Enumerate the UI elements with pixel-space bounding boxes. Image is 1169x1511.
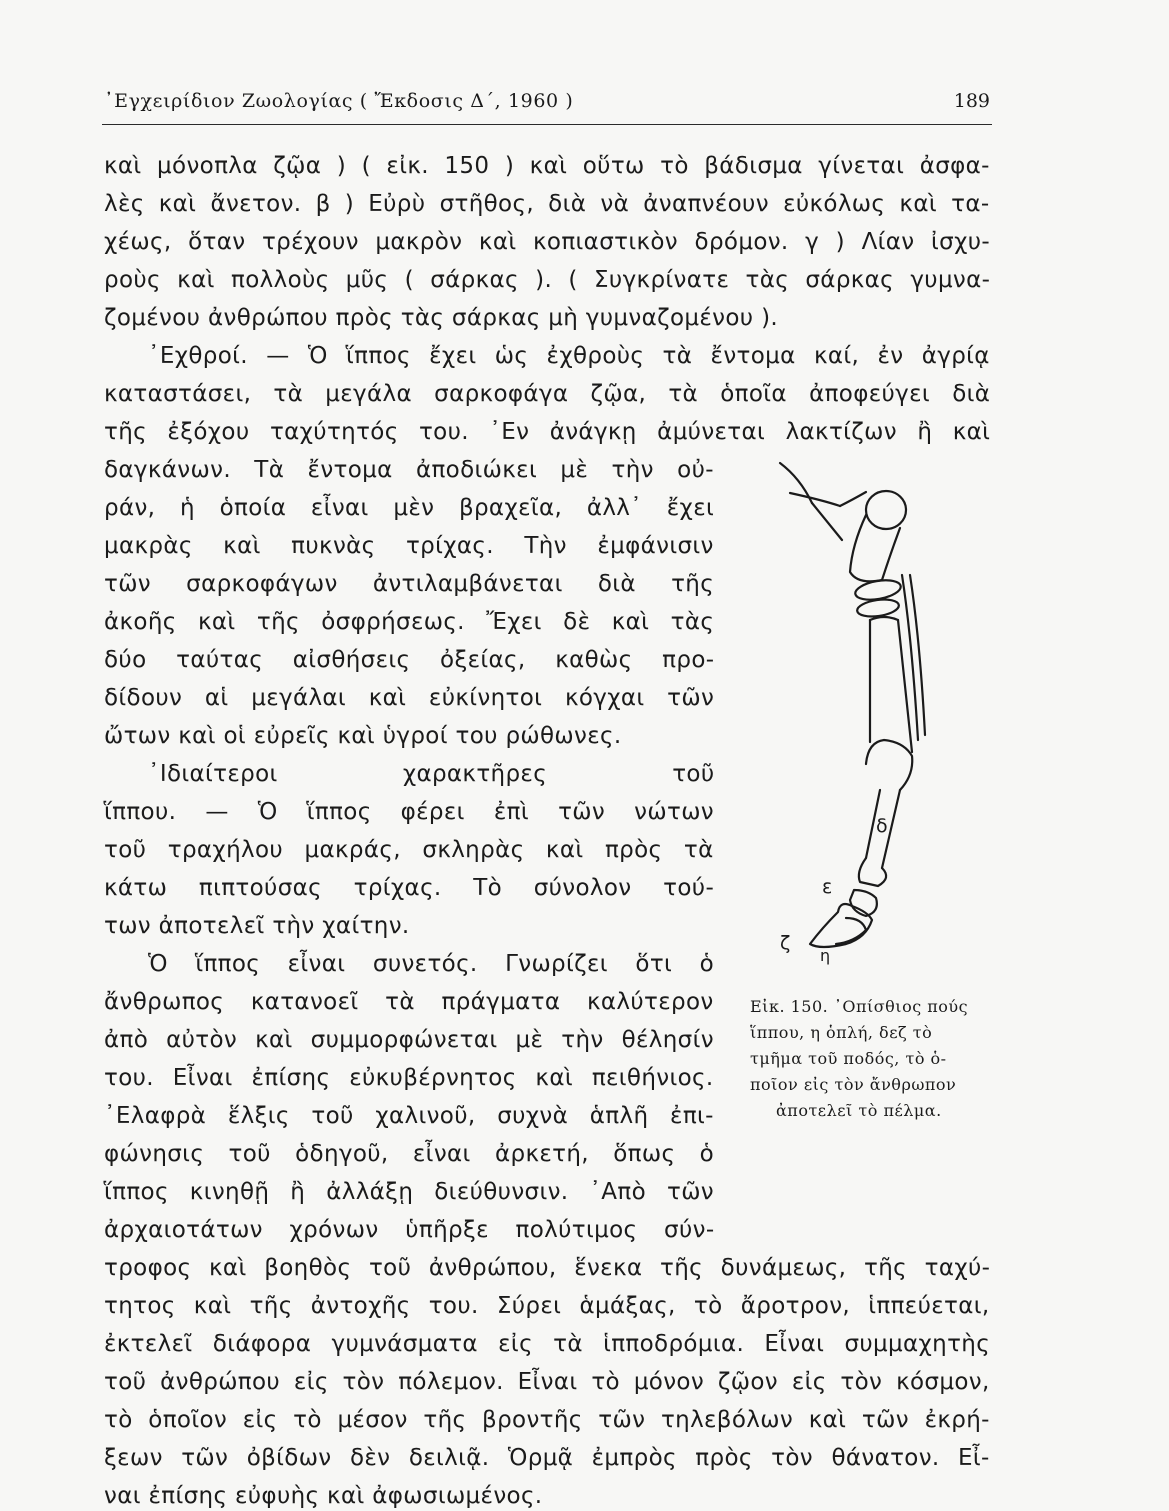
text-line: τροφος καὶ βοηθὸς τοῦ ἀνθρώπου, ἕνεκα τῆς δυνάμεως, τῆς ταχύ- — [104, 1255, 991, 1281]
figure-label-zeta: ζ — [780, 932, 791, 954]
caption-line: ποῖον εἰς τὸν ἄνθρωπον — [750, 1075, 957, 1094]
text-line: τὸ ὁποῖον εἰς τὸ μέσον τῆς βροντῆς τῶν τηλεβόλων καὶ τῶν ἐκρή- — [104, 1407, 990, 1433]
text-line: τοῦ τραχήλου μακράς, σκληρὰς καὶ πρὸς τὰ — [104, 837, 714, 863]
text-line: του. Εἶναι ἐπίσης εὐκυβέρνητος καὶ πειθήνιος. — [104, 1065, 714, 1091]
text-line: ροὺς καὶ πολλοὺς μῦς ( σάρκας ). ( Συγκρίνατε τὰς σάρκας γυμνα- — [104, 267, 991, 293]
text-line: ᾿Ιδιαίτεροι χαρακτῆρες τοῦ — [148, 761, 715, 787]
text-line: ἵππου. — Ὁ ἵππος φέρει ἐπὶ τῶν νώτων — [104, 799, 714, 825]
text-line: ἐκτελεῖ διάφορα γυμνάσματα εἰς τὰ ἱπποδρόμια. Εἶναι συμμαχητὴς — [104, 1331, 991, 1357]
text-line: Ὁ ἵππος εἶναι συνετός. Γνωρίζει ὅτι ὁ — [148, 951, 715, 977]
text-line: ζομένου ἀνθρώπου πρὸς τὰς σάρκας μὴ γυμναζομένου ). — [104, 305, 779, 331]
caption-line: ἵππου, η ὁπλή, δεζ τὸ — [750, 1023, 933, 1042]
running-header — [102, 88, 992, 125]
figure-label-eta: η — [820, 946, 831, 965]
text-line: μακρὰς καὶ πυκνὰς τρίχας. Τὴν ἐμφάνισιν — [104, 533, 714, 559]
text-line: ἄνθρωπος κατανοεῖ τὰ πράγματα καλύτερον — [104, 989, 714, 1015]
text-line: δαγκάνων. Τὰ ἔντομα ἀποδιώκει μὲ τὴν οὐ- — [104, 457, 714, 483]
text-line: ναι ἐπίσης εὐφυὴς καὶ ἀφωσιωμένος. — [104, 1483, 543, 1509]
hind-leg-bone-illustration — [760, 455, 1000, 975]
text-line: λὲς καὶ ἄνετον. β ) Εὐρὺ στῆθος, διὰ νὰ ἀναπνέουν εὐκόλως καὶ τα- — [104, 191, 990, 217]
text-line: ξεων τῶν ὀβίδων δὲν δειλιᾷ. Ὁρμᾷ ἐμπρὸς πρὸς τὸν θάνατον. Εἶ- — [104, 1445, 990, 1471]
text-line: ὤτων καὶ οἱ εὐρεῖς καὶ ὑγροί του ρώθωνες. — [104, 723, 622, 749]
text-line: δίδουν αἱ μεγάλαι καὶ εὐκίνητοι κόγχαι τῶν — [104, 685, 715, 711]
text-line: ράν, ἡ ὁποία εἶναι μὲν βραχεῖα, ἀλλ᾿ ἔχει — [104, 495, 715, 521]
text-line: ἵππος κινηθῇ ἢ ἀλλάξῃ διεύθυνσιν. ᾿Απὸ τῶν — [104, 1179, 714, 1205]
page-number: 189 — [953, 90, 990, 112]
text-line: των ἀποτελεῖ τὴν χαίτην. — [104, 913, 410, 939]
text-line: ἀπὸ αὐτὸν καὶ συμμορφώνεται μὲ τὴν θέλησίν — [104, 1027, 714, 1053]
text-line: κάτω πιπτούσας τρίχας. Τὸ σύνολον τού- — [104, 875, 715, 901]
text-line: τῶν σαρκοφάγων ἀντιλαμβάνεται διὰ τῆς — [104, 571, 715, 597]
text-line: ἀκοῆς καὶ τῆς ὀσφρήσεως. Ἔχει δὲ καὶ τὰς — [104, 609, 715, 635]
text-line: χέως, ὅταν τρέχουν μακρὸν καὶ κοπιαστικὸν δρόμον. γ ) Λίαν ἰσχυ- — [104, 229, 991, 255]
caption-line: Εἰκ. 150. ᾿Οπίσθιος πούς — [750, 997, 969, 1016]
text-line: ᾿Εχθροί. — Ὁ ἵππος ἔχει ὡς ἐχθροὺς τὰ ἔντομα καί, ἐν ἀγρίᾳ — [148, 343, 990, 369]
figure-label-epsilon: ε — [822, 876, 833, 898]
text-line: φώνησις τοῦ ὁδηγοῦ, εἶναι ἀρκετή, ὅπως ὁ — [104, 1141, 715, 1167]
text-line: δύο ταύτας αἰσθήσεις ὀξείας, καθὼς προ- — [104, 647, 715, 673]
caption-line: ἀποτελεῖ τὸ πέλμα. — [776, 1101, 942, 1120]
text-line: ἀρχαιοτάτων χρόνων ὑπῆρξε πολύτιμος σύν- — [104, 1217, 715, 1243]
book-title: ᾿Εγχειρίδιον Ζωολογίας ( Ἔκδοσις Δ΄, 1960 ) — [104, 90, 574, 112]
text-line: καὶ μόνοπλα ζῷα ) ( εἰκ. 150 ) καὶ οὕτω τὸ βάδισμα γίνεται ἀσφα- — [104, 153, 990, 179]
text-line: τητος καὶ τῆς ἀντοχῆς του. Σύρει ἁμάξας, τὸ ἄροτρον, ἱππεύεται, — [104, 1293, 990, 1319]
text-line: καταστάσει, τὰ μεγάλα σαρκοφάγα ζῷα, τὰ ὁποῖα ἀποφεύγει διὰ — [104, 381, 991, 407]
text-line: τοῦ ἀνθρώπου εἰς τὸν πόλεμον. Εἶναι τὸ μόνον ζῷον εἰς τὸν κόσμον, — [104, 1369, 990, 1395]
text-line: τῆς ἐξόχου ταχύτητός του. ᾿Εν ἀνάγκῃ ἀμύνεται λακτίζων ἢ καὶ — [104, 419, 991, 445]
figure-label-delta: δ — [876, 815, 888, 837]
caption-line: τμῆμα τοῦ ποδός, τὸ ὁ- — [750, 1049, 947, 1068]
text-line: ᾿Ελαφρὰ ἕλξις τοῦ χαλινοῦ, συχνὰ ἁπλῆ ἐπι- — [104, 1103, 714, 1129]
